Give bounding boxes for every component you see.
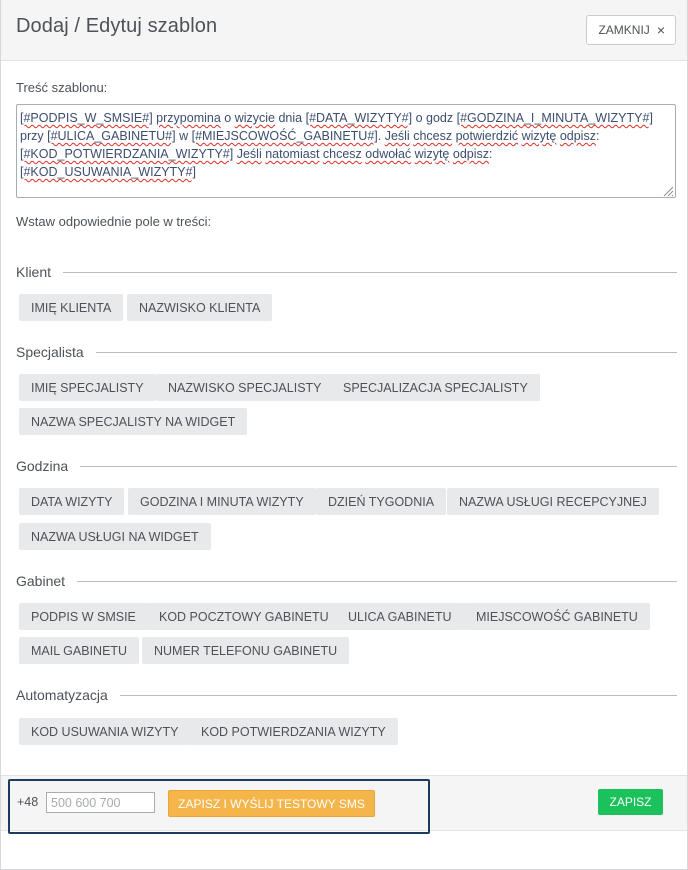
chip-dzien-tygodnia[interactable]: DZIEŃ TYGODNIA — [316, 488, 446, 515]
chip-godzina-minuta-wizyty[interactable]: GODZINA I MINUTA WIZYTY — [128, 488, 316, 515]
chip-nazwa-specjalisty-widget[interactable]: NAZWA SPECJALISTY NA WIDGET — [19, 408, 247, 435]
section-divider — [120, 695, 677, 696]
section-title: Godzina — [16, 458, 69, 474]
template-content-label: Treść szablonu: — [16, 80, 108, 95]
chip-numer-telefonu-gabinetu[interactable]: NUMER TELEFONU GABINETU — [142, 637, 349, 664]
section-divider — [77, 581, 677, 582]
section-title: Automatyzacja — [16, 687, 108, 703]
section-title: Specjalista — [16, 344, 84, 360]
section-divider — [63, 272, 677, 273]
chip-nazwa-uslugi-recepcyjnej[interactable]: NAZWA USŁUGI RECEPCYJNEJ — [447, 488, 659, 515]
chip-miejscowosc-gabinetu[interactable]: MIEJSCOWOŚĆ GABINETU — [464, 603, 650, 630]
section-godzina — [16, 456, 677, 476]
resize-handle-icon[interactable] — [662, 185, 674, 197]
chip-imie-klienta[interactable]: IMIĘ KLIENTA — [19, 294, 123, 321]
close-label: ZAMKNIJ — [598, 23, 650, 37]
chip-mail-gabinetu[interactable]: MAIL GABINETU — [19, 637, 139, 664]
chip-nazwisko-specjalisty[interactable]: NAZWISKO SPECJALISTY — [156, 374, 334, 401]
chip-ulica-gabinetu[interactable]: ULICA GABINETU — [336, 603, 464, 630]
chip-imie-specjalisty[interactable]: IMIĘ SPECJALISTY — [19, 374, 156, 401]
modal-header — [1, 0, 687, 61]
chip-nazwisko-klienta[interactable]: NAZWISKO KLIENTA — [127, 294, 272, 321]
chip-data-wizyty[interactable]: DATA WIZYTY — [19, 488, 124, 515]
section-klient — [16, 262, 677, 282]
section-title: Gabinet — [16, 573, 66, 589]
section-divider — [96, 352, 677, 353]
section-title: Klient — [16, 264, 52, 280]
section-gabinet — [16, 571, 677, 591]
chip-kod-pocztowy-gabinetu[interactable]: KOD POCZTOWY GABINETU — [147, 603, 341, 630]
close-icon: × — [656, 22, 665, 38]
chip-specjalizacja-specjalisty[interactable]: SPECJALIZACJA SPECJALISTY — [331, 374, 540, 401]
save-button[interactable]: ZAPISZ — [598, 789, 663, 815]
modal-title: Dodaj / Edytuj szablon — [16, 15, 218, 37]
phone-prefix: +48 — [17, 795, 39, 809]
save-and-send-test-sms-button[interactable]: ZAPISZ I WYŚLIJ TESTOWY SMS — [168, 790, 375, 817]
section-divider — [80, 466, 677, 467]
test-phone-input[interactable] — [46, 792, 155, 813]
insert-fields-label: Wstaw odpowiednie pole w treści: — [16, 214, 212, 229]
chip-podpis-w-smsie[interactable]: PODPIS W SMSIE — [19, 603, 148, 630]
chip-kod-usuwania-wizyty[interactable]: KOD USUWANIA WIZYTY — [19, 718, 190, 745]
chip-kod-potwierdzania-wizyty[interactable]: KOD POTWIERDZANIA WIZYTY — [189, 718, 398, 745]
close-button[interactable] — [586, 15, 676, 45]
template-textarea[interactable]: [#PODPIS_W_SMSIE#] przypomina o wizycie dnia [#DATA_WIZYTY#] o godz [#GODZINA_I_MINUTA_WIZYTY#] przy [#ULICA_GABINETU#] w [#MIEJSCOWOŚĆ_GABINETU#]. Jeśli chcesz potwierdzić wizytę odpisz: [#KOD_POTWIERDZANIA_WIZYTY#] Jeśli natomiast chcesz odwołać wizytę odpisz: [#KOD_USUWANIA_WIZYTY#] — [16, 104, 676, 198]
section-automatyzacja — [16, 685, 677, 705]
chip-nazwa-uslugi-widget[interactable]: NAZWA USŁUGI NA WIDGET — [19, 523, 211, 550]
section-specjalista — [16, 342, 677, 362]
